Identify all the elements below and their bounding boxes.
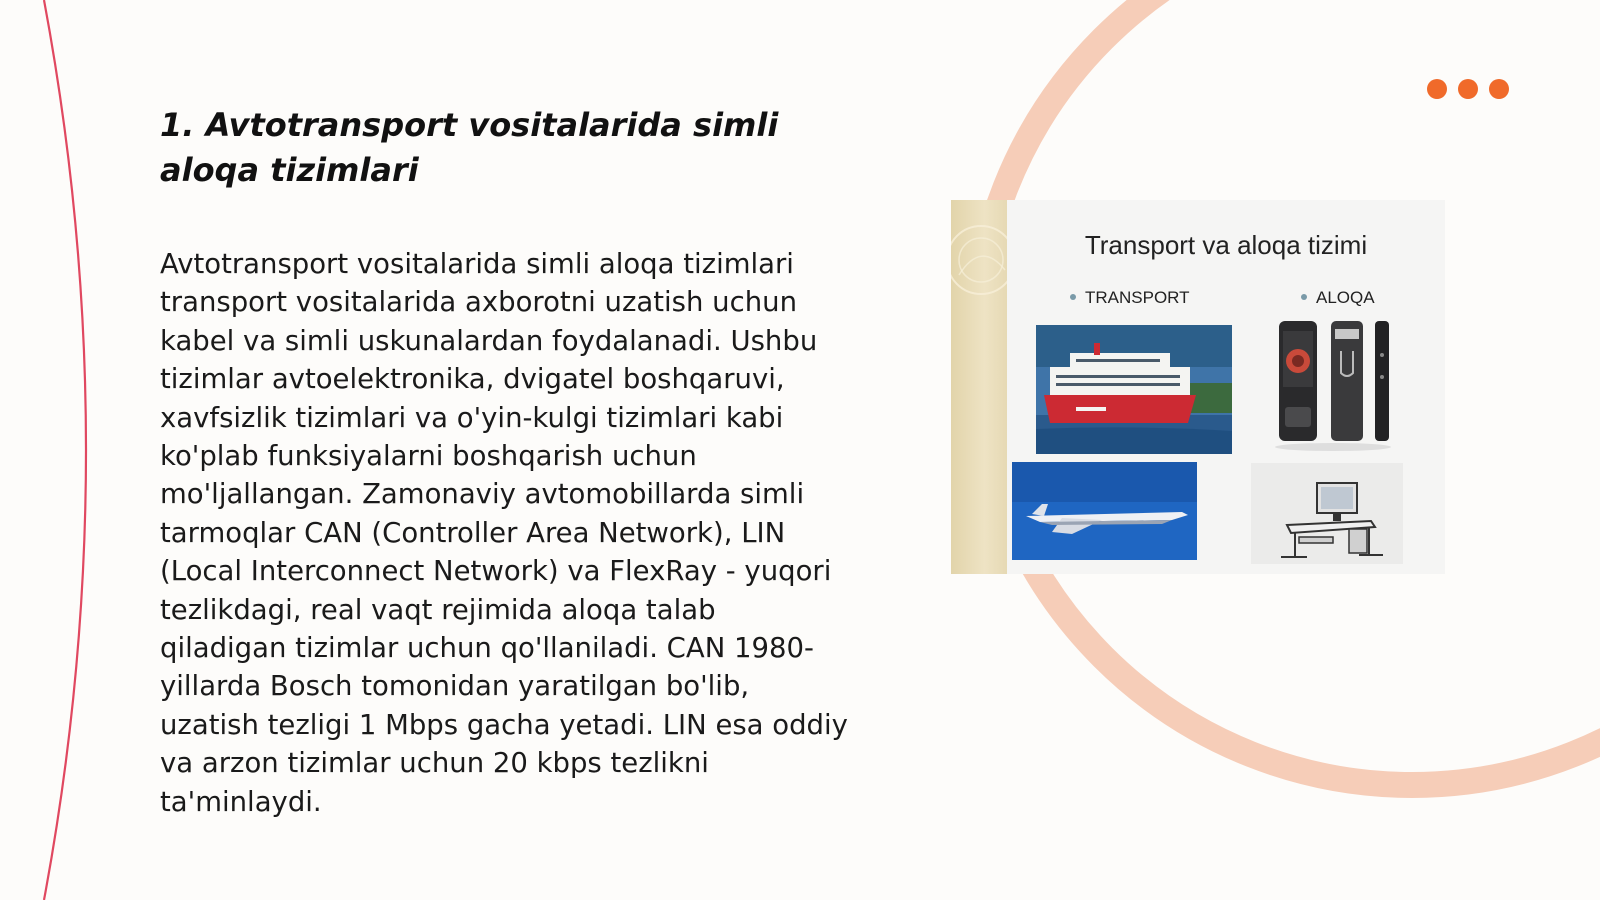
dot-icon — [1458, 79, 1478, 99]
image-title: Transport va aloqa tizimi — [1084, 230, 1368, 260]
ship-picture — [1036, 325, 1232, 454]
bullet-icon — [1070, 294, 1076, 300]
more-options-icon — [1427, 79, 1509, 99]
embedded-slide-image — [951, 200, 1445, 574]
transport-label-text: TRANSPORT — [1085, 288, 1190, 307]
computer-desk-picture — [1251, 463, 1403, 564]
slide-title: 1. Avtotransport vositalarida simli aloqa tizimlari — [160, 106, 779, 189]
dot-icon — [1489, 79, 1509, 99]
mobile-phones-picture — [1269, 315, 1403, 455]
left-curve-line — [44, 0, 86, 900]
airplane-picture — [1012, 462, 1197, 560]
bullet-icon — [1301, 294, 1307, 300]
aloqa-label-text: ALOQA — [1316, 288, 1375, 307]
aloqa-label — [1301, 288, 1375, 308]
slide-body-text: Avtotransport vositalarida simli aloqa tizimlari transport vositalarida axborotni uzatish uchun kabel va simli uskunalardan foydalanadi. Ushbu tizimlar avtoelektronika, dvigatel boshqaruvi, xavfsizlik tizimlari va o'yin-kulgi tizimlari kabi ko'plab funksiyalarni boshqarish uchun mo'ljallangan. Zamonaviy avtomobillarda simli tarmoqlar CAN (Controller Area Network), LIN (Local Interconnect Network) va FlexRay - yuqori tezlikdagi, real vaqt rejimida aloqa talab qiladigan tizimlar uchun qo'llaniladi. CAN 1980-yillarda Bosch tomonidan yaratilgan bo'lib, uzatish tezligi 1 Mbps gacha yetadi. LIN esa oddiy va arzon tizimlar uchun 20 kbps tezlikni ta'minlaydi. — [160, 248, 848, 818]
dot-icon — [1427, 79, 1447, 99]
transport-label — [1070, 288, 1190, 308]
decorative-strip — [951, 200, 1007, 574]
